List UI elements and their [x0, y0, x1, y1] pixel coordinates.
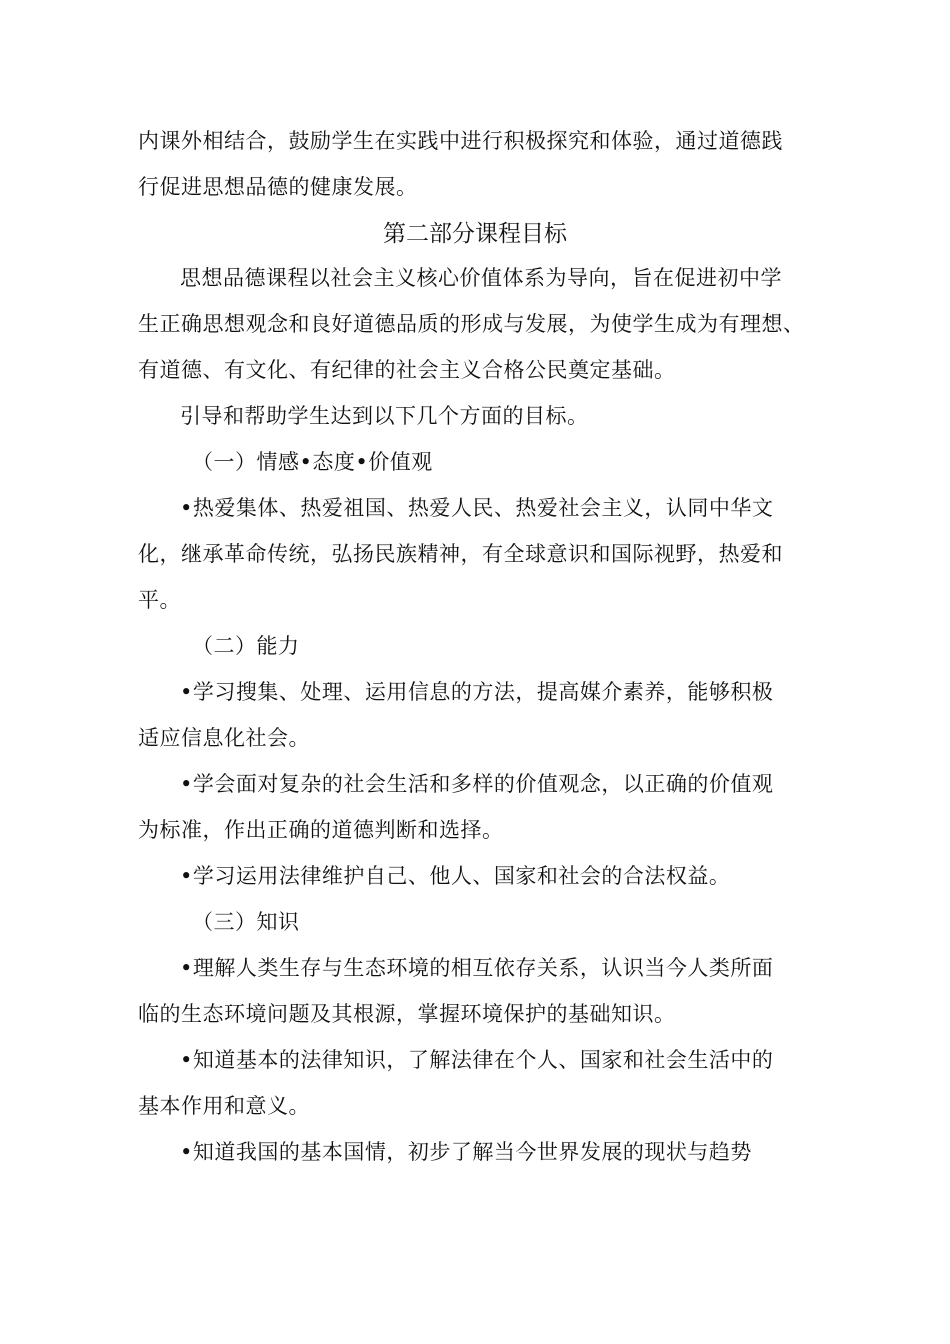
paragraph-line: 基本作用和意义。 — [138, 1094, 310, 1118]
subsection-heading: （一）情感•态度•价值观 — [192, 450, 433, 474]
subsection-heading: （二）能力 — [192, 634, 300, 658]
section-title: 第二部分课程目标 — [383, 221, 567, 247]
bullet-line: •知道我国的基本国情，初步了解当今世界发展的现状与趋势 — [180, 1140, 752, 1164]
paragraph-line: 思想品德课程以社会主义核心价值体系为导向，旨在促进初中学 — [180, 266, 782, 290]
paragraph-line: 行促进思想品德的健康发展。 — [138, 175, 418, 199]
paragraph-line: 平。 — [138, 588, 181, 612]
paragraph-line: 为标准，作出正确的道德判断和选择。 — [138, 818, 504, 842]
bullet-line: •热爱集体、热爱祖国、热爱人民、热爱社会主义，认同中华文 — [180, 496, 774, 520]
paragraph-line: 化，继承革命传统，弘扬民族精神，有全球意识和国际视野，热爱和 — [138, 542, 783, 566]
paragraph-line: 引导和帮助学生达到以下几个方面的目标。 — [180, 404, 589, 428]
bullet-line: •学会面对复杂的社会生活和多样的价值观念，以正确的价值观 — [180, 772, 774, 796]
paragraph-line: 有道德、有文化、有纪律的社会主义合格公民奠定基础。 — [138, 358, 676, 382]
paragraph-line: 生正确思想观念和良好道德品质的形成与发展，为使学生成为有理想、 — [138, 312, 805, 336]
paragraph-line: 内课外相结合，鼓励学生在实践中进行积极探究和体验，通过道德践 — [138, 129, 783, 153]
subsection-heading: （三）知识 — [192, 910, 300, 934]
paragraph-line: 临的生态环境问题及其根源，掌握环境保护的基础知识。 — [138, 1002, 676, 1026]
bullet-line: •知道基本的法律知识，了解法律在个人、国家和社会生活中的 — [180, 1048, 774, 1072]
bullet-line: •学习运用法律维护自己、他人、国家和社会的合法权益。 — [180, 864, 731, 888]
bullet-line: •学习搜集、处理、运用信息的方法，提高媒介素养，能够积极 — [180, 680, 774, 704]
paragraph-line: 适应信息化社会。 — [138, 726, 310, 750]
bullet-line: •理解人类生存与生态环境的相互依存关系，认识当今人类所面 — [180, 956, 774, 980]
